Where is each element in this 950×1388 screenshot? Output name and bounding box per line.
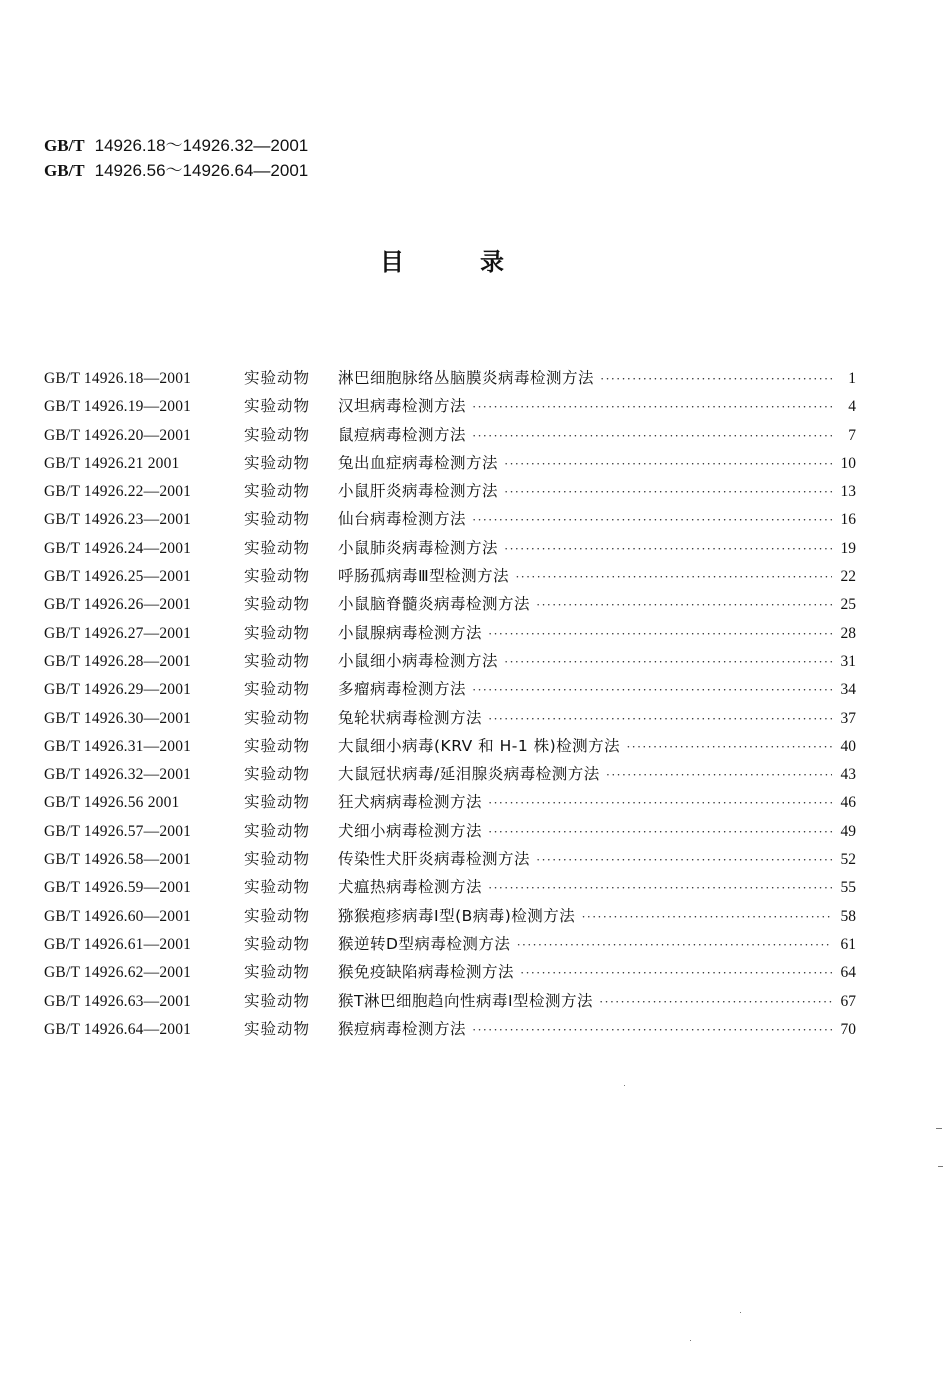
toc-entry-page-number: 37 [840,709,856,727]
toc-entry-category: 实验动物 [244,878,311,897]
toc-dot-leader [599,994,832,1010]
toc-entry-title: 多瘤病毒检测方法 [338,680,467,699]
toc-entry-page-number: 7 [848,426,856,444]
toc-dot-leader [516,937,832,953]
toc-entry-code: GB/T 14926.56 2001 [44,794,180,812]
toc-dot-leader [600,371,832,387]
toc-entry-category: 实验动物 [244,736,311,755]
toc-entry [44,989,856,1017]
toc-entry-category: 实验动物 [244,567,311,586]
toc-dot-leader [536,852,832,868]
toc-entry-page-number: 10 [840,454,856,472]
toc-dot-leader [472,682,832,698]
toc-entry-page-number: 64 [840,964,856,982]
toc-entry-category: 实验动物 [244,934,311,953]
toc-entry-category: 实验动物 [244,963,311,982]
toc-entry [44,592,856,620]
toc-entry-code: GB/T 14926.19—2001 [44,398,192,416]
toc-entry-code: GB/T 14926.20—2001 [44,426,192,444]
toc-dot-leader [472,512,832,528]
toc-entry-title: 小鼠细小病毒检测方法 [338,651,499,670]
toc-entry [44,507,856,535]
toc-entry [44,479,856,507]
toc-entry-code: GB/T 14926.61—2001 [44,935,192,953]
toc-dot-leader [515,569,832,585]
toc-entry-category: 实验动物 [244,906,311,925]
toc-entry-page-number: 4 [848,398,856,416]
toc-entry-title: 淋巴细胞脉络丛脑膜炎病毒检测方法 [338,369,595,387]
toc-dot-leader [488,795,832,811]
toc-dot-leader [472,1022,832,1038]
standard-range-line-1 [44,133,308,158]
toc-entry-title: 犬瘟热病毒检测方法 [338,878,483,897]
toc-entry-code: GB/T 14926.63—2001 [44,992,192,1010]
table-of-contents [44,366,856,1045]
toc-entry-title: 猴免疫缺陷病毒检测方法 [338,963,515,982]
toc-entry-code: GB/T 14926.18—2001 [44,370,192,387]
toc-entry-page-number: 70 [840,1020,856,1038]
toc-entry-category: 实验动物 [244,651,311,670]
toc-entry-category: 实验动物 [244,850,311,869]
toc-entry [44,960,856,988]
toc-entry-title: 小鼠腺病毒检测方法 [338,623,483,642]
toc-entry-page-number: 34 [840,681,856,699]
scan-speck [740,1312,741,1313]
toc-entry-page-number: 49 [840,822,856,840]
toc-entry [44,762,856,790]
toc-dot-leader [504,541,832,557]
toc-entry-title: 呼肠孤病毒Ⅲ型检测方法 [338,567,510,586]
toc-entry-code: GB/T 14926.32—2001 [44,766,192,784]
toc-entry-page-number: 46 [840,794,856,812]
toc-dot-leader [520,965,832,981]
toc-dot-leader [472,428,832,444]
toc-entry-code: GB/T 14926.31—2001 [44,737,192,755]
toc-entry-title: 猴逆转D型病毒检测方法 [338,934,511,953]
toc-entry-page-number: 55 [840,879,856,897]
toc-entry-category: 实验动物 [244,708,311,727]
toc-entry-category: 实验动物 [244,793,311,812]
toc-entry [44,904,856,932]
toc-entry-title: 猴T淋巴细胞趋向性病毒Ⅰ型检测方法 [338,991,594,1010]
toc-entry-page-number: 43 [840,766,856,784]
toc-entry-title: 猕猴疱疹病毒Ⅰ型(B病毒)检测方法 [338,906,576,925]
toc-dot-leader [606,767,832,783]
toc-entry-page-number: 67 [840,992,856,1010]
toc-entry-page-number: 28 [840,624,856,642]
toc-entry-page-number: 61 [840,935,856,953]
toc-entry-page-number: 40 [840,737,856,755]
toc-entry-page-number: 58 [840,907,856,925]
toc-entry-category: 实验动物 [244,538,311,557]
toc-entry-code: GB/T 14926.29—2001 [44,681,192,699]
toc-entry-title: 猴痘病毒检测方法 [338,1019,467,1038]
toc-entry-code: GB/T 14926.30—2001 [44,709,192,727]
toc-entry-code: GB/T 14926.22—2001 [44,483,192,501]
toc-entry [44,819,856,847]
toc-entry-category: 实验动物 [244,369,311,387]
toc-entry-title: 小鼠肺炎病毒检测方法 [338,538,499,557]
toc-entry [44,423,856,451]
toc-entry-title: 兔轮状病毒检测方法 [338,708,483,727]
standard-number-header [44,133,308,183]
toc-entry-title: 鼠痘病毒检测方法 [338,425,467,444]
toc-entry [44,649,856,677]
toc-entry-title: 仙台病毒检测方法 [338,510,467,529]
toc-entry-code: GB/T 14926.62—2001 [44,964,192,982]
toc-entry [44,1017,856,1045]
toc-entry-page-number: 19 [840,539,856,557]
toc-entry [44,875,856,903]
toc-entry [44,536,856,564]
toc-entry-category: 实验动物 [244,680,311,699]
toc-entry [44,734,856,762]
toc-entry [44,706,856,734]
toc-entry-category: 实验动物 [244,821,311,840]
toc-entry-category: 实验动物 [244,765,311,784]
toc-entry [44,366,856,394]
toc-entry-code: GB/T 14926.57—2001 [44,822,192,840]
toc-dot-leader [536,597,832,613]
toc-entry-page-number: 31 [840,652,856,670]
toc-entry [44,847,856,875]
toc-entry-code: GB/T 14926.28—2001 [44,652,192,670]
toc-entry-category: 实验动物 [244,991,311,1010]
toc-dot-leader [504,484,832,500]
toc-dot-leader [488,824,832,840]
toc-entry-category: 实验动物 [244,623,311,642]
standard-prefix: GB/T [44,161,85,180]
toc-entry-title: 小鼠脑脊髓炎病毒检测方法 [338,595,531,614]
toc-entry-category: 实验动物 [244,482,311,501]
standard-range: 14926.56～14926.64—2001 [94,161,309,180]
toc-dot-leader [488,711,832,727]
toc-entry-category: 实验动物 [244,510,311,529]
toc-entry [44,790,856,818]
toc-entry [44,621,856,649]
toc-entry-code: GB/T 14926.24—2001 [44,539,192,557]
toc-entry-category: 实验动物 [244,425,311,444]
toc-dot-leader [504,456,832,472]
toc-entry-page-number: 1 [848,370,856,387]
toc-dot-leader [488,626,832,642]
toc-entry-page-number: 16 [840,511,856,529]
scan-speck [936,1128,942,1129]
toc-entry-code: GB/T 14926.25—2001 [44,568,192,586]
toc-entry-title: 传染性犬肝炎病毒检测方法 [338,850,531,869]
toc-entry-title: 汉坦病毒检测方法 [338,397,467,416]
toc-entry-page-number: 13 [840,483,856,501]
toc-entry-code: GB/T 14926.59—2001 [44,879,192,897]
toc-entry [44,394,856,422]
toc-entry-code: GB/T 14926.58—2001 [44,851,192,869]
toc-entry-category: 实验动物 [244,595,311,614]
toc-entry [44,564,856,592]
scan-speck [624,1085,625,1086]
standard-range-line-2 [44,158,308,183]
toc-dot-leader [488,880,832,896]
toc-entry [44,932,856,960]
scan-speck [938,1166,943,1167]
toc-entry-title: 犬细小病毒检测方法 [338,821,483,840]
toc-entry-page-number: 22 [840,568,856,586]
toc-entry-code: GB/T 14926.64—2001 [44,1020,192,1038]
toc-entry-title: 狂犬病病毒检测方法 [338,793,483,812]
toc-entry-page-number: 25 [840,596,856,614]
toc-dot-leader [581,909,832,925]
toc-entry-category: 实验动物 [244,453,311,472]
toc-dot-leader [472,399,832,415]
toc-entry-page-number: 52 [840,851,856,869]
toc-entry-code: GB/T 14926.21 2001 [44,454,180,472]
page-title: 目录 [380,248,580,276]
toc-entry-category: 实验动物 [244,397,311,416]
toc-entry-code: GB/T 14926.23—2001 [44,511,192,529]
toc-entry [44,677,856,705]
toc-entry-title: 兔出血症病毒检测方法 [338,453,499,472]
toc-entry-title: 大鼠细小病毒(KRV 和 H-1 株)检测方法 [338,736,621,755]
toc-entry-code: GB/T 14926.26—2001 [44,596,192,614]
standard-prefix: GB/T [44,136,85,155]
scan-speck [690,1340,691,1341]
toc-entry [44,451,856,479]
toc-entry-title: 大鼠冠状病毒/延泪腺炎病毒检测方法 [338,765,600,784]
toc-dot-leader [504,654,832,670]
toc-entry-code: GB/T 14926.60—2001 [44,907,192,925]
toc-dot-leader [626,739,832,755]
standard-range: 14926.18～14926.32—2001 [94,136,309,155]
toc-entry-code: GB/T 14926.27—2001 [44,624,192,642]
toc-entry-title: 小鼠肝炎病毒检测方法 [338,482,499,501]
toc-entry-category: 实验动物 [244,1019,311,1038]
